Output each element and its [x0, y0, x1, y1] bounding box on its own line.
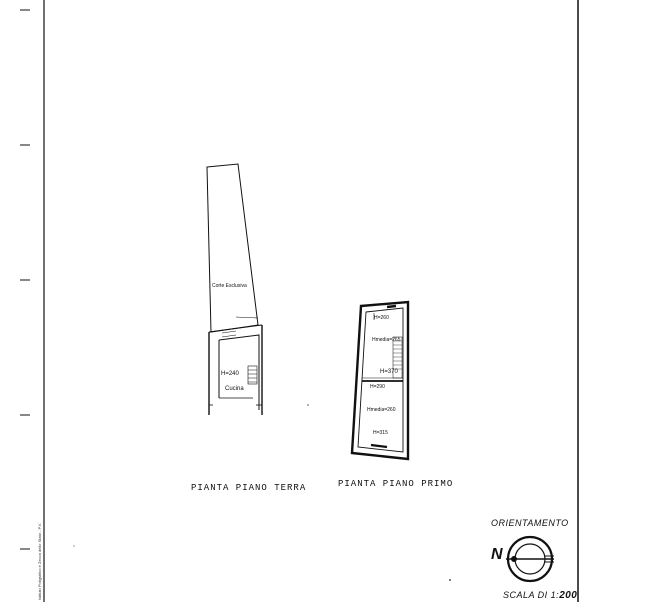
first-floor-title: PIANTA PIANO PRIMO	[338, 479, 454, 489]
kitchen-label: Cucina	[225, 386, 244, 392]
margin-note: Istituto Poligrafico e Zecca dello Stato - P.V.	[37, 522, 42, 600]
ground-floor-plan	[207, 164, 262, 415]
ground-floor-height-label: H=240	[221, 371, 239, 377]
orientation-title: ORIENTAMENTO	[491, 518, 569, 528]
scale-value: 200	[559, 590, 578, 601]
scale-label	[503, 590, 577, 601]
ground-floor-title: PIANTA PIANO TERRA	[191, 483, 307, 493]
margin-ticks	[20, 10, 30, 549]
first-floor-height-top: H=260	[374, 315, 389, 321]
first-floor-height-mezzanine: Hmedia=265	[372, 337, 401, 343]
first-floor-height-media: Hmedia=260	[367, 407, 396, 413]
north-letter: N	[491, 546, 504, 563]
first-floor-height-bottom: H=315	[373, 430, 388, 436]
courtyard-label: Corte Esclusiva	[212, 283, 247, 289]
scale-prefix: SCALA DI 1:	[503, 590, 560, 600]
north-compass-icon	[506, 537, 554, 581]
first-floor-height-middle: H=370	[380, 369, 398, 375]
first-floor-height-lower: H=290	[370, 384, 385, 390]
